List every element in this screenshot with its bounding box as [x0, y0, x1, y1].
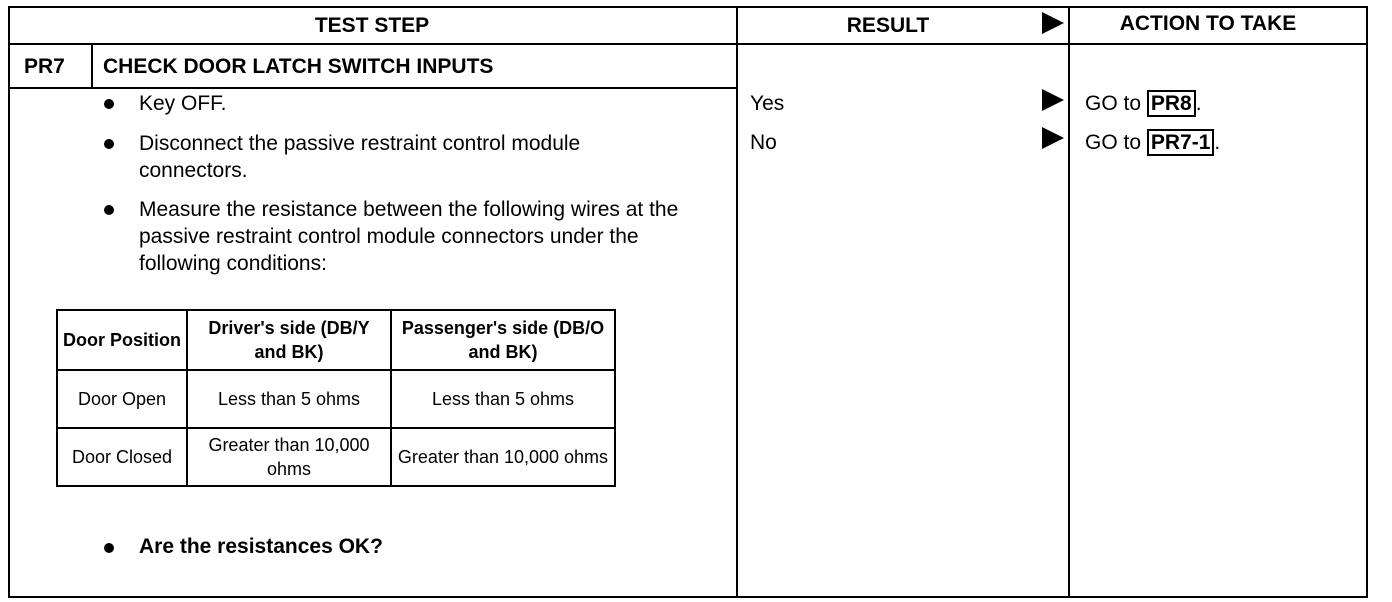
goto-pr8-link[interactable]: PR8	[1147, 90, 1196, 117]
outer-border-right	[1366, 6, 1368, 598]
table-cell: Less than 5 ohms	[187, 370, 391, 428]
instruction-2: Disconnect the passive restraint control module connectors.	[139, 132, 581, 182]
outer-border-bottom	[8, 596, 1368, 598]
step-id-divider	[91, 44, 93, 88]
table-header-row	[57, 310, 615, 370]
goto-pr7-1-link[interactable]: PR7-1	[1147, 129, 1215, 156]
step-title-divider	[8, 87, 737, 89]
column-divider-2	[1068, 6, 1070, 598]
table-cell: Less than 5 ohms	[391, 370, 615, 428]
action-prefix: GO to	[1085, 131, 1142, 154]
bullet-icon	[104, 99, 114, 109]
result-yes: Yes	[750, 92, 785, 115]
table-header-cell: Door Position	[57, 310, 187, 370]
arrow-icon	[1042, 127, 1064, 149]
table-row	[57, 428, 615, 486]
step-title: CHECK DOOR LATCH SWITCH INPUTS	[103, 55, 494, 78]
header-action: ACTION TO TAKE	[1119, 12, 1297, 35]
header-divider	[8, 43, 1368, 45]
header-arrow-icon	[1042, 12, 1064, 34]
action-suffix: .	[1214, 131, 1221, 154]
header-test-step: TEST STEP	[314, 14, 430, 37]
table-header-cell: Driver's side (DB/Y and BK)	[187, 310, 391, 370]
action-prefix: GO to	[1085, 92, 1142, 115]
step-id: PR7	[24, 55, 65, 78]
table-cell: Door Closed	[57, 428, 187, 486]
table-header-cell: Passenger's side (DB/O and BK)	[391, 310, 615, 370]
question: Are the resistances OK?	[139, 535, 383, 558]
arrow-icon	[1042, 89, 1064, 111]
table-cell: Greater than 10,000 ohms	[187, 428, 391, 486]
bullet-icon	[104, 543, 114, 553]
bullet-icon	[104, 205, 114, 215]
column-divider-1	[736, 6, 738, 598]
action-no	[1085, 131, 1220, 155]
outer-border-top	[8, 6, 1368, 8]
instruction-3: Measure the resistance between the following wires at the passive restraint control module connectors under the following conditions:	[139, 198, 679, 275]
header-result: RESULT	[846, 14, 930, 37]
conditions-table	[56, 309, 616, 487]
outer-border-left	[8, 6, 10, 598]
instruction-1: Key OFF.	[139, 92, 227, 115]
bullet-icon	[104, 139, 114, 149]
action-suffix: .	[1195, 92, 1202, 115]
result-no: No	[750, 131, 777, 154]
action-yes	[1085, 92, 1202, 116]
table-cell: Door Open	[57, 370, 187, 428]
table-cell: Greater than 10,000 ohms	[391, 428, 615, 486]
table-row	[57, 370, 615, 428]
